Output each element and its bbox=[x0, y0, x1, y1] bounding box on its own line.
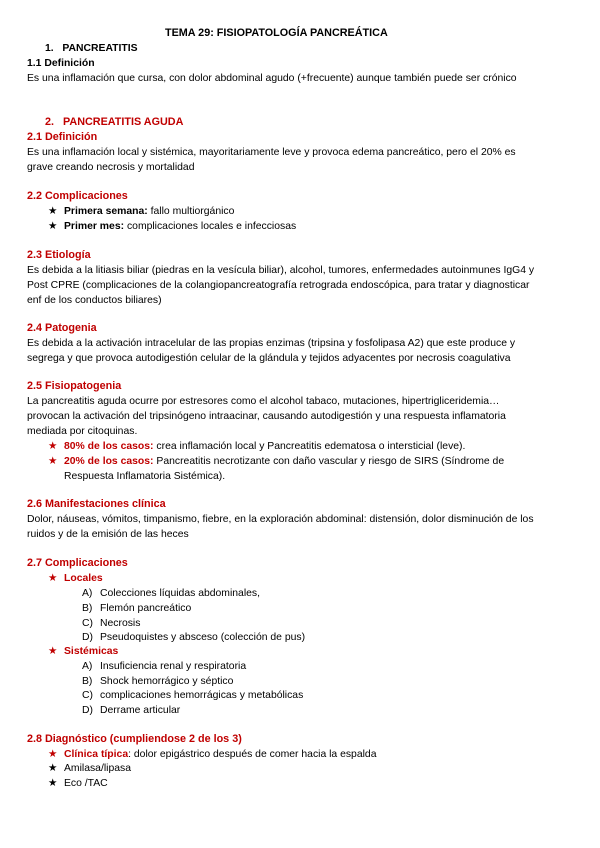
bullet-text: complicaciones locales e infecciosas bbox=[124, 221, 297, 232]
section-2-4-title: 2.4 Patogenia bbox=[27, 322, 97, 334]
list-item bbox=[82, 617, 140, 630]
star-icon: ★ bbox=[48, 646, 58, 657]
list-text: Necrosis bbox=[100, 618, 141, 629]
list-letter: A) bbox=[82, 661, 93, 672]
bullet-item bbox=[48, 748, 376, 761]
list-text: complicaciones hemorrágicas y metabólicas bbox=[100, 690, 304, 701]
section-2-4-line: Es debida a la activación intracelular de las propias enzimas (tripsina y fosfolipasa A2) que este produce y bbox=[27, 338, 516, 349]
bullet-label: Sistémicas bbox=[64, 646, 119, 657]
bullet-label: Primera semana: bbox=[64, 206, 148, 217]
section-2-number: 2. bbox=[45, 116, 55, 128]
section-2-title: PANCREATITIS AGUDA bbox=[63, 116, 184, 128]
star-icon: ★ bbox=[48, 763, 58, 774]
section-2-6-line: ruidos y de la emisión de las heces bbox=[27, 529, 189, 540]
section-2-5-line: mediada por citoquinas. bbox=[27, 426, 138, 437]
list-item bbox=[82, 689, 303, 702]
bullet-label: Locales bbox=[64, 573, 103, 584]
section-2-6-title: 2.6 Manifestaciones clínica bbox=[27, 498, 166, 510]
list-text: Insuficiencia renal y respiratoria bbox=[100, 661, 247, 672]
bullet-continuation: Respuesta Inflamatoria Sistémica). bbox=[64, 471, 226, 482]
list-text: Colecciones líquidas abdominales, bbox=[100, 588, 260, 599]
section-2-5-title: 2.5 Fisiopatogenia bbox=[27, 380, 122, 392]
section-2-1-line: Es una inflamación local y sistémica, mayoritariamente leve y provoca edema pancreático, pero el 20% es bbox=[27, 147, 516, 158]
list-item bbox=[82, 704, 180, 717]
section-1-heading bbox=[45, 42, 138, 55]
bullet-item bbox=[48, 440, 465, 453]
bullet-item bbox=[48, 645, 118, 658]
section-1-title: PANCREATITIS bbox=[62, 43, 138, 54]
list-item bbox=[82, 602, 191, 615]
section-2-3-line: Post CPRE (complicaciones de la colangiopancreatografía retrograda endoscópica, para tratar y diagnosticar bbox=[27, 280, 530, 291]
bullet-item bbox=[48, 762, 131, 775]
list-item bbox=[82, 587, 260, 600]
section-2-6-line: Dolor, náuseas, vómitos, timpanismo, fiebre, en la exploración abdominal: distensión, dolor disminución de los bbox=[27, 514, 534, 525]
star-icon: ★ bbox=[48, 778, 58, 789]
section-2-1-line: grave creando necrosis y mortalidad bbox=[27, 162, 195, 173]
bullet-item bbox=[48, 455, 504, 468]
section-2-7-title: 2.7 Complicaciones bbox=[27, 557, 128, 569]
section-2-3-line: enf de los conductos biliares) bbox=[27, 295, 162, 306]
bullet-item bbox=[48, 572, 103, 585]
list-letter: C) bbox=[82, 618, 93, 629]
list-letter: A) bbox=[82, 588, 93, 599]
list-letter: B) bbox=[82, 676, 93, 687]
document-title: TEMA 29: FISIOPATOLOGÍA PANCREÁTICA bbox=[165, 27, 388, 39]
list-text: Shock hemorrágico y séptico bbox=[100, 676, 234, 687]
bullet-text: Pancreatitis necrotizante con daño vascular y riesgo de SIRS (Síndrome de bbox=[153, 456, 505, 467]
bullet-label: 20% de los casos: bbox=[64, 456, 154, 467]
bullet-item bbox=[48, 205, 234, 218]
star-icon: ★ bbox=[48, 206, 58, 217]
list-item bbox=[82, 631, 305, 644]
section-2-heading bbox=[45, 116, 183, 129]
bullet-label: Primer mes: bbox=[64, 221, 125, 232]
list-letter: D) bbox=[82, 632, 93, 643]
section-2-8-title: 2.8 Diagnóstico (cumpliendose 2 de los 3) bbox=[27, 733, 242, 745]
star-icon: ★ bbox=[48, 749, 58, 760]
section-2-4-line: segrega y que provoca autodigestión celular de la glándula y tejidos adyacentes por necrosis coagulativa bbox=[27, 353, 511, 364]
list-text: Pseudoquistes y absceso (colección de pus) bbox=[100, 632, 306, 643]
star-icon: ★ bbox=[48, 441, 58, 452]
list-text: Flemón pancreático bbox=[100, 603, 192, 614]
list-letter: D) bbox=[82, 705, 93, 716]
bullet-text: : dolor epigástrico después de comer hacia la espalda bbox=[128, 749, 377, 760]
star-icon: ★ bbox=[48, 221, 58, 232]
bullet-text: Eco /TAC bbox=[64, 778, 108, 789]
list-letter: B) bbox=[82, 603, 93, 614]
bullet-item bbox=[48, 220, 296, 233]
list-item bbox=[82, 675, 233, 688]
section-2-2-title: 2.2 Complicaciones bbox=[27, 190, 128, 202]
section-2-5-line: provocan la activación del tripsinógeno intraacinar, causando autodigestión y una respuesta inflamatoria bbox=[27, 411, 506, 422]
bullet-label: 80% de los casos: bbox=[64, 441, 154, 452]
section-1-number: 1. bbox=[45, 43, 54, 54]
section-1-1-title: 1.1 Definición bbox=[27, 58, 95, 69]
bullet-text: fallo multiorgánico bbox=[147, 206, 235, 217]
list-text: Derrame articular bbox=[100, 705, 181, 716]
list-letter: C) bbox=[82, 690, 93, 701]
bullet-label: Clínica típica bbox=[64, 749, 129, 760]
star-icon: ★ bbox=[48, 456, 58, 467]
list-item bbox=[82, 660, 246, 673]
section-2-3-line: Es debida a la litiasis biliar (piedras en la vesícula biliar), alcohol, tumores, enfermedades autoinmunes IgG4 y bbox=[27, 265, 535, 276]
bullet-text: crea inflamación local y Pancreatitis edematosa o intersticial (leve). bbox=[153, 441, 466, 452]
bullet-text: Amilasa/lipasa bbox=[64, 763, 131, 774]
star-icon: ★ bbox=[48, 573, 58, 584]
bullet-item bbox=[48, 777, 108, 790]
section-1-1-text: Es una inflamación que cursa, con dolor abdominal agudo (+frecuente) aunque también puede ser crónico bbox=[27, 73, 517, 84]
section-2-5-line: La pancreatitis aguda ocurre por estresores como el alcohol tabaco, mutaciones, hipertrigliceridemia… bbox=[27, 396, 500, 407]
section-2-1-title: 2.1 Definición bbox=[27, 131, 98, 143]
section-2-3-title: 2.3 Etiología bbox=[27, 249, 91, 261]
